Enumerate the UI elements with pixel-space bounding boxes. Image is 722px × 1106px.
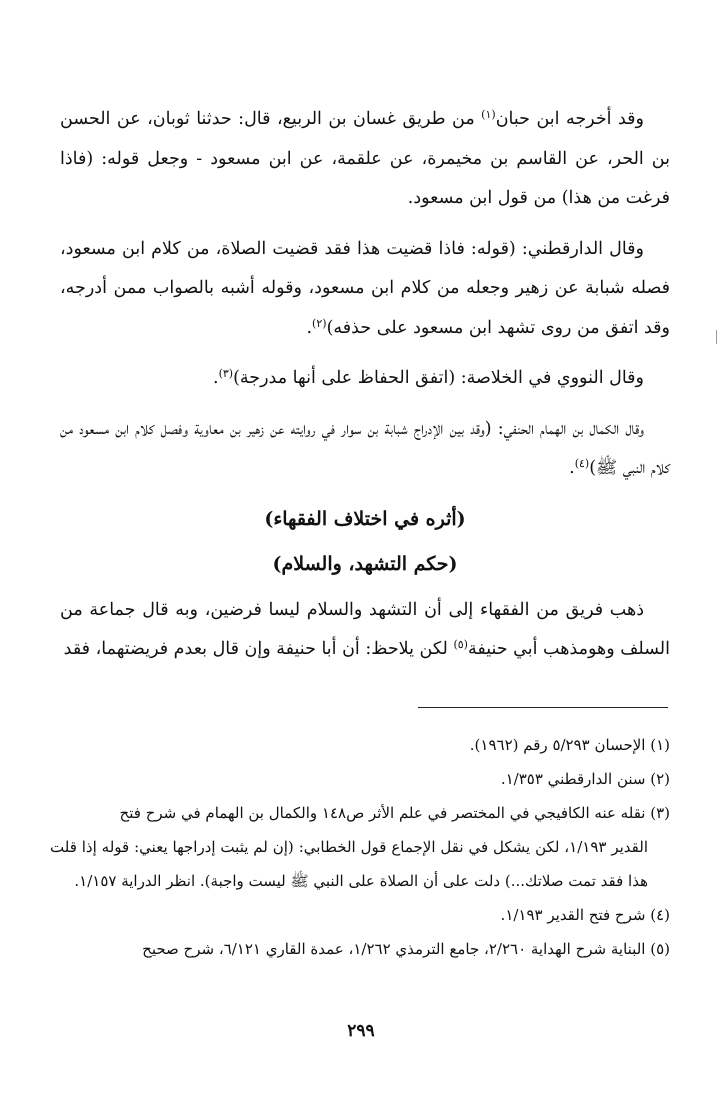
paragraph-3 (60, 359, 670, 399)
paragraph-5-text-a: ذهب فريق من الفقهاء إلى أن التشهد والسلام ليسا فرضين، وبه قال جماعة من السلف وهومذهب أبي حنيفة (60, 599, 670, 659)
margin-mark (716, 330, 717, 344)
footnote-ref-1: (١) (481, 108, 496, 121)
paragraph-2 (60, 230, 670, 349)
paragraph-3-text-a: وقال النووي في الخلاصة: (اتفق الحفاظ على أنها مدرجة) (233, 368, 644, 388)
paragraph-1-text-b: من طريق غسان بن الربيع، قال: حدثنا ثوبان، عن الحسن بن الحر، عن القاسم بن مخيمرة، عن علقمة، عن ابن مسعود - وجعل قوله: (فاذا فرغت من هذا) من قول ابن مسعود. (60, 109, 670, 208)
footnote-4: (٤) شرح فتح القدير ١/١٩٣. (500, 906, 670, 924)
footnotes (50, 728, 670, 966)
footnote-2: (٢) سنن الدارقطني ١/٣٥٣. (500, 770, 670, 788)
footnote-ref-3: (٣) (218, 367, 234, 380)
paragraph-1-text-a: وقد أخرجه ابن حبان (495, 109, 644, 129)
footnote-3: (٣) نقله عنه الكافيجي في المختصر في علم الأثر ص١٤٨ والكمال بن الهمام في شرح فتح (119, 804, 670, 822)
footnote-3-continuation: القدير ١/١٩٣، لكن يشكل في نقل الإجماع قول الخطابي: (إن لم يثبت إدراجها يعني: قوله إذا قلت هذا فقد تمت صلاتك...) دلت على أن الصلاة على النبي ﷺ ليست واجبة). انظر الدراية ١/١٥٧. (50, 838, 648, 890)
section-heading-1: (أثره في اختلاف الفقهاء) (264, 507, 466, 530)
paragraph-5-text-b: لكن يلاحظ: أن أبا حنيفة وإن قال بعدم فريضتهما، فقد (63, 639, 454, 659)
paragraph-4 (60, 410, 670, 489)
footnote-5: (٥) البناية شرح الهداية ٢/٢٦٠، جامع الترمذي ١/٢٦٢، عمدة القاري ٦/١٢١، شرح صحيح (142, 940, 670, 958)
paragraph-4-text-b: . (569, 458, 575, 478)
paragraph-1 (60, 100, 670, 219)
paragraph-5 (60, 591, 670, 670)
footnote-ref-2: (٢) (312, 316, 327, 330)
footnote-1: (١) الإحسان ٥/٢٩٣ رقم (١٩٦٢). (469, 736, 670, 754)
paragraph-2-text-a: وقال الدارقطني: (قوله: فاذا قضيت هذا فقد قضيت الصلاة، من كلام ابن مسعود، فصله شبابة عن زهير وجعله من كلام ابن مسعود، وقوله أشبه بالصواب ممن أدرجه، وقد اتفق من روى تشهد ابن مسعود على حذفه) (60, 238, 670, 338)
section-heading-2: (حكم التشهد، والسلام) (272, 553, 458, 575)
paragraph-3-text-b: . (212, 368, 219, 388)
paragraph-4-text-a: وقال الكمال بن الهمام الحنفي: (وقد بين الإدراج شبابة بن سوار في روايته عن زهير بن معاوية وفصل كلام ابن مسعود من كلام النبي ﷺ) (60, 418, 670, 478)
main-text (60, 100, 670, 681)
paragraph-2-text-b: . (306, 317, 313, 338)
page-number: ٢٩٩ (347, 1021, 375, 1041)
footnote-ref-4: (٤) (574, 457, 590, 470)
footnote-separator (418, 707, 668, 708)
footnote-ref-5: (٥) (453, 638, 468, 651)
